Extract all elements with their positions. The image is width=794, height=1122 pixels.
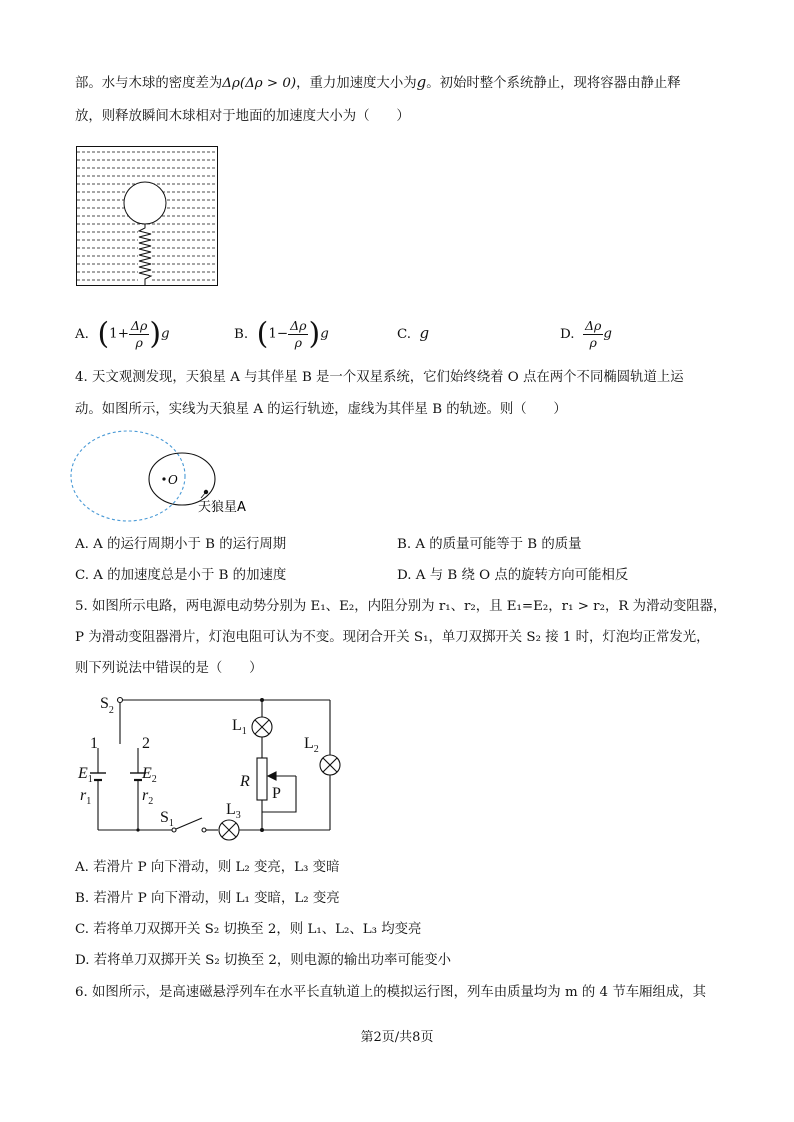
q3-option-b-fraction: $\frac{\Delta\rho}{\rho}$ xyxy=(290,318,307,350)
q3-density-symbol: Δρ(Δρ > 0) xyxy=(222,76,297,91)
q3-option-b-label: B. xyxy=(234,327,249,342)
q3-option-d-label: D. xyxy=(560,327,575,342)
q4-line-2: 动。如图所示，实线为天狼星 A 的运行轨迹，虚线为其伴星 B 的轨迹。则（ ） xyxy=(75,402,567,417)
q4-option-b: B. A 的质量可能等于 B 的质量 xyxy=(397,537,582,552)
q3-line-1 xyxy=(75,72,681,94)
label-terminal-1: 1 xyxy=(90,735,98,752)
q3-line1-text-b: ，重力加速度大小为 xyxy=(296,76,417,91)
q3-option-a-g: g xyxy=(161,326,170,342)
label-r2: $r_2$ xyxy=(142,787,154,807)
q3-option-d xyxy=(560,318,612,351)
label-r: R xyxy=(240,773,250,790)
q5-option-b: B. 若滑片 P 向下滑动，则 L₁ 变暗，L₂ 变亮 xyxy=(75,891,340,906)
q3-option-b-prefix: 1− xyxy=(268,326,289,342)
page-footer: 第2页/共8页 xyxy=(360,1030,434,1045)
q3-option-a: A. (1+ $\frac{\Delta\rho}{\rho}$ )g xyxy=(75,316,170,352)
label-l3: $L_3$ xyxy=(226,801,241,821)
q5-circuit-figure xyxy=(78,688,350,838)
q3-option-b: B. (1− $\frac{\Delta\rho}{\rho}$ )g xyxy=(234,316,329,352)
label-l1: $L_1$ xyxy=(232,717,247,737)
label-e1: $E_1$ xyxy=(78,765,93,785)
q4-option-c: C. A 的加速度总是小于 B 的加速度 xyxy=(75,568,287,583)
q3-option-a-fraction: $\frac{\Delta\rho}{\rho}$ xyxy=(130,318,148,350)
q3-line1-text-c: 。初始时整个系统静止，现将容器由静止释 xyxy=(426,76,681,91)
point-o xyxy=(162,477,165,480)
q3-line1-text-a: 部。水与木球的密度差为 xyxy=(75,76,223,91)
wooden-ball xyxy=(124,182,166,224)
q4-option-d: D. A 与 B 绕 O 点的旋转方向可能相反 xyxy=(397,568,629,583)
q3-option-c-label: C. xyxy=(397,327,412,342)
q4-orbit-figure xyxy=(70,428,270,528)
q3-option-d-g: g xyxy=(603,326,612,342)
q4-line-1: 4. 天文观测发现，天狼星 A 与其伴星 B 是一个双星系统，它们始终绕着 O 点在两个不同椭圆轨道上运 xyxy=(75,370,684,385)
label-e2: $E_2$ xyxy=(142,765,157,785)
q3-option-c-g: g xyxy=(419,324,430,342)
label-o: O xyxy=(168,473,178,487)
q3-option-a-prefix: 1+ xyxy=(109,326,129,342)
q3-option-b-g: g xyxy=(320,326,329,342)
label-terminal-2: 2 xyxy=(142,735,150,752)
q4-option-a: A. A 的运行周期小于 B 的运行周期 xyxy=(75,537,287,552)
q3-line-2: 放，则释放瞬间木球相对于地面的加速度大小为（ ） xyxy=(75,109,410,124)
label-s2: $S_2$ xyxy=(100,695,114,716)
q5-line-2: P 为滑动变阻器滑片，灯泡电阻可认为不变。现闭合开关 S₁，单刀双掷开关 S₂ 接 1 时，灯泡均正常发光， xyxy=(75,630,710,645)
q3-container-figure xyxy=(76,146,218,286)
q5-line-1: 5. 如图所示电路，两电源电动势分别为 E₁、E₂，内阻分别为 r₁、r₂，且 E₁=E₂，r₁ > r₂，R 为滑动变阻器， xyxy=(75,599,727,614)
q5-option-c: C. 若将单刀双掷开关 S₂ 切换至 2，则 L₁、L₂、L₃ 均变亮 xyxy=(75,922,422,937)
label-r1: $r_1$ xyxy=(80,787,92,807)
q3-option-a-label: A. xyxy=(75,327,89,342)
q3-option-c xyxy=(397,323,429,345)
label-l2: $L_2$ xyxy=(304,735,319,755)
q5-option-d: D. 若将单刀双掷开关 S₂ 切换至 2，则电源的输出功率可能变小 xyxy=(75,953,451,968)
q5-line-3: 则下列说法中错误的是（ ） xyxy=(75,661,263,676)
q5-option-a: A. 若滑片 P 向下滑动，则 L₂ 变亮，L₃ 变暗 xyxy=(75,860,340,875)
q3-option-d-fraction: $\frac{\Delta\rho}{\rho}$ xyxy=(585,318,602,350)
label-sirius-a: 天狼星A xyxy=(198,500,246,515)
label-p: P xyxy=(272,785,281,802)
q6-line-1: 6. 如图所示，是高速磁悬浮列车在水平长直轨道上的模拟运行图，列车由质量均为 m 的 4 节车厢组成，其 xyxy=(75,985,707,1000)
q3-gravity-symbol: g xyxy=(416,73,427,91)
label-s1: $S_1$ xyxy=(160,809,174,829)
